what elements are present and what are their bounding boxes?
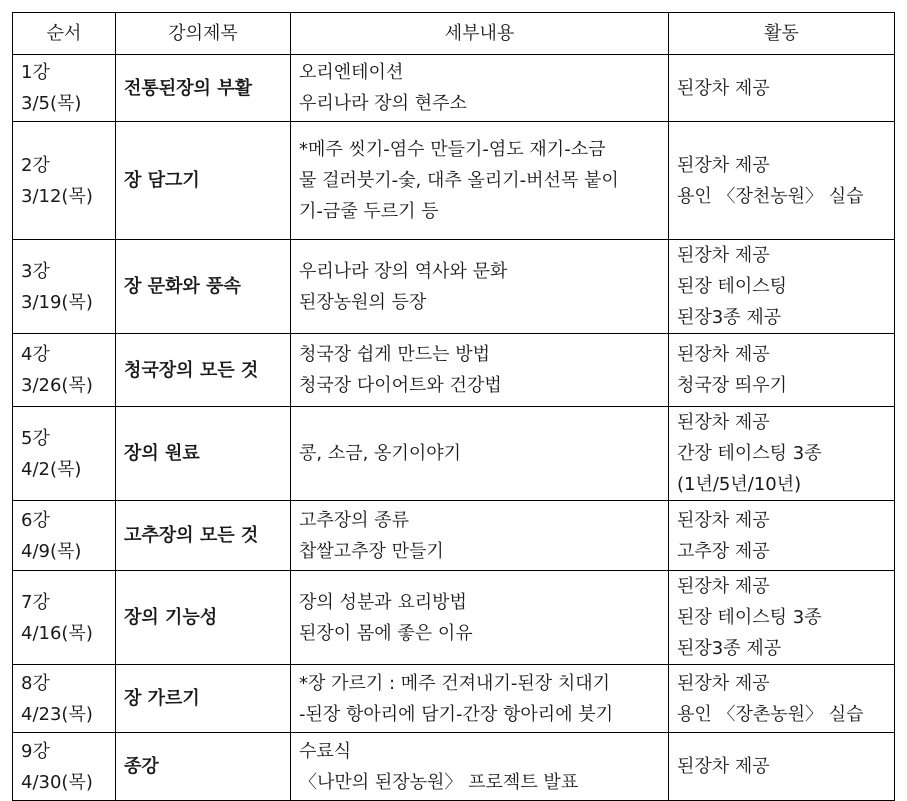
lecture-title: 전통된장의 부활 xyxy=(116,55,291,122)
activity-line: 된장차 제공 xyxy=(677,245,770,266)
detail-cell xyxy=(291,55,669,122)
session-date: 3/26(목) xyxy=(21,375,93,396)
lecture-title: 장 가르기 xyxy=(116,665,291,733)
detail-line: 된장이 몸에 좋은 이유 xyxy=(299,622,473,644)
lecture-title: 청국장의 모든 것 xyxy=(116,334,291,407)
detail-line: 우리나라 장의 역사와 문화 xyxy=(299,260,508,282)
activity-line: (1년/5년/10년) xyxy=(677,474,802,495)
session-cell xyxy=(13,407,116,501)
table-row xyxy=(13,665,895,733)
session-cell xyxy=(13,122,116,240)
detail-cell xyxy=(291,501,669,571)
session-number: 5강 xyxy=(21,427,50,449)
activity-cell xyxy=(669,122,895,240)
detail-line: 물 걸러붓기-숯, 대추 올리기-버선목 붙이 xyxy=(299,170,619,191)
session-date: 3/19(목) xyxy=(21,291,93,313)
table-header-row xyxy=(13,13,895,55)
detail-line: 장의 성분과 요리방법 xyxy=(299,591,467,613)
table-row xyxy=(13,240,895,334)
activity-line: 된장3종 제공 xyxy=(677,638,782,659)
session-date: 4/2(목) xyxy=(21,458,82,480)
lecture-title: 장의 원료 xyxy=(116,407,291,501)
detail-cell xyxy=(291,122,669,240)
detail-line: *장 가르기 : 메주 건져내기-된장 치대기 xyxy=(299,672,610,694)
table-row xyxy=(13,55,895,122)
detail-line: 고추장의 종류 xyxy=(299,509,410,531)
activity-line: 된장차 제공 xyxy=(677,412,770,433)
activity-cell xyxy=(669,407,895,501)
session-number: 8강 xyxy=(21,672,50,694)
session-number: 9강 xyxy=(21,740,50,762)
detail-cell xyxy=(291,334,669,407)
activity-line: 된장차 제공 xyxy=(677,509,770,531)
activity-line: 된장 테이스팅 xyxy=(677,276,788,297)
header-title: 강의제목 xyxy=(116,13,291,55)
lecture-title: 장 문화와 풍속 xyxy=(116,240,291,334)
detail-line: 찹쌀고추장 만들기 xyxy=(299,540,444,562)
session-cell xyxy=(13,55,116,122)
table-row xyxy=(13,122,895,240)
table-row xyxy=(13,407,895,501)
session-cell xyxy=(13,334,116,407)
table-row xyxy=(13,571,895,665)
detail-line: 청국장 쉽게 만드는 방법 xyxy=(299,344,491,365)
activity-line: 된장차 제공 xyxy=(677,672,770,694)
header-order: 순서 xyxy=(13,13,116,55)
activity-cell xyxy=(669,571,895,665)
activity-line: 된장차 제공 xyxy=(677,576,770,597)
session-date: 4/23(목) xyxy=(21,703,93,725)
activity-cell xyxy=(669,665,895,733)
session-number: 3강 xyxy=(21,260,50,282)
activity-line: 된장차 제공 xyxy=(677,154,770,176)
detail-line: *메주 씻기-염수 만들기-염도 재기-소금 xyxy=(299,139,606,160)
session-cell xyxy=(13,571,116,665)
activity-line: 된장차 제공 xyxy=(677,77,770,99)
detail-cell xyxy=(291,407,669,501)
detail-cell xyxy=(291,665,669,733)
detail-cell xyxy=(291,240,669,334)
detail-line: 된장농원의 등장 xyxy=(299,291,427,313)
session-number: 1강 xyxy=(21,62,50,83)
header-detail: 세부내용 xyxy=(291,13,669,55)
session-date: 4/9(목) xyxy=(21,540,82,562)
session-cell xyxy=(13,733,116,801)
table-row xyxy=(13,733,895,801)
activity-line: 된장차 제공 xyxy=(677,756,770,777)
activity-cell xyxy=(669,501,895,571)
lecture-title: 고추장의 모든 것 xyxy=(116,501,291,571)
session-number: 2강 xyxy=(21,154,50,176)
activity-line: 청국장 띄우기 xyxy=(677,375,788,396)
session-number: 4강 xyxy=(21,344,50,365)
session-cell xyxy=(13,665,116,733)
detail-line: 콩, 소금, 옹기이야기 xyxy=(299,443,461,464)
detail-line: -된장 항아리에 담기-간장 항아리에 붓기 xyxy=(299,703,614,725)
session-cell xyxy=(13,240,116,334)
activity-line: 고추장 제공 xyxy=(677,540,770,562)
lecture-title: 종강 xyxy=(116,733,291,801)
header-activity: 활동 xyxy=(669,13,895,55)
detail-cell xyxy=(291,733,669,801)
session-number: 7강 xyxy=(21,591,50,613)
lecture-title: 장 담그기 xyxy=(116,122,291,240)
activity-line: 용인 〈장천농원〉 실습 xyxy=(677,185,864,207)
activity-cell xyxy=(669,733,895,801)
lecture-schedule-table xyxy=(12,12,895,801)
activity-cell xyxy=(669,240,895,334)
detail-cell xyxy=(291,571,669,665)
activity-line: 된장3종 제공 xyxy=(677,307,782,328)
session-cell xyxy=(13,501,116,571)
detail-line: 〈나만의 된장농원〉 프로젝트 발표 xyxy=(299,771,579,793)
table-row xyxy=(13,501,895,571)
session-number: 6강 xyxy=(21,509,50,531)
session-date: 4/16(목) xyxy=(21,622,93,644)
activity-line: 간장 테이스팅 3종 xyxy=(677,443,822,464)
table-body xyxy=(13,55,895,801)
detail-line: 오리엔테이션 xyxy=(299,62,404,83)
activity-line: 용인 〈장촌농원〉 실습 xyxy=(677,703,864,725)
lecture-title: 장의 기능성 xyxy=(116,571,291,665)
detail-line: 수료식 xyxy=(299,740,352,762)
table-row xyxy=(13,334,895,407)
detail-line: 기-금줄 두르기 등 xyxy=(299,201,439,222)
session-date: 3/12(목) xyxy=(21,185,93,207)
detail-line: 우리나라 장의 현주소 xyxy=(299,93,467,114)
activity-line: 된장 테이스팅 3종 xyxy=(677,607,822,628)
activity-cell xyxy=(669,334,895,407)
activity-cell xyxy=(669,55,895,122)
activity-line: 된장차 제공 xyxy=(677,344,770,365)
detail-line: 청국장 다이어트와 건강법 xyxy=(299,375,502,396)
session-date: 4/30(목) xyxy=(21,771,93,793)
session-date: 3/5(목) xyxy=(21,93,82,114)
